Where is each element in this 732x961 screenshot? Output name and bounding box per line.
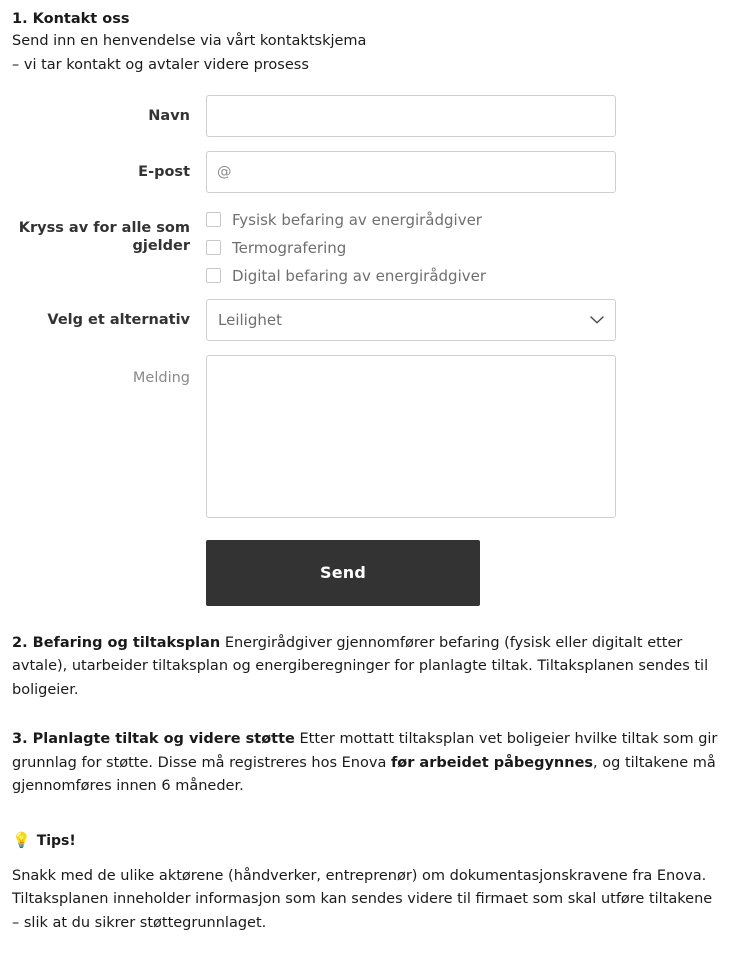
step1-subtext-line2: – vi tar kontakt og avtaler videre prosess: [12, 56, 309, 73]
form-row-email: [12, 151, 720, 193]
checkbox-icon[interactable]: [206, 212, 221, 227]
step2-section: [12, 632, 720, 702]
message-field-wrap: [206, 355, 616, 522]
step3-heading: 3. Planlagte tiltak og videre støtte: [12, 731, 295, 748]
checkbox-item-termografering[interactable]: [206, 239, 616, 257]
form-row-message: [12, 355, 720, 522]
step2-heading: 2. Befaring og tiltaksplan: [12, 634, 221, 651]
select-label: Velg et alternativ: [47, 311, 190, 328]
name-label: Navn: [148, 107, 190, 124]
checkbox-group-label-line1: Kryss av for alle som: [18, 219, 190, 236]
tips-heading: Tips!: [36, 832, 76, 849]
message-label: Melding: [132, 369, 190, 386]
step1-section: [12, 8, 720, 77]
step3-body-part1: Etter mottatt tiltaksplan vet boligeier hvilke tiltak som gir grunnlag for støtte. Disse må registreres hos Enova: [12, 731, 718, 771]
submit-spacer: [12, 540, 206, 606]
checkbox-label: Termografering: [232, 238, 347, 257]
checkbox-icon[interactable]: [206, 240, 221, 255]
step1-subtext-line1: Send inn en henvendelse via vårt kontaktskjema: [12, 33, 367, 50]
email-input[interactable]: [206, 151, 616, 193]
tips-heading-row: [12, 833, 720, 849]
tips-body: Snakk med de ulike aktørene (håndverker, entreprenør) om dokumentasjonskravene fra Enova. Tiltaksplanen inneholder informasjon som kan sendes videre til firmaet som skal utføre tiltakene – slik at du sikrer støttegrunnlaget.: [12, 867, 713, 931]
checkbox-group-label: [12, 207, 206, 255]
step3-body-part2: , og tiltakene må gjennomføres innen 6 måneder.: [12, 754, 716, 795]
step3-body-emphasis: før arbeidet påbegynnes: [390, 754, 594, 771]
email-label: E-post: [138, 163, 190, 180]
checkbox-item-fysisk-befaring[interactable]: [206, 211, 616, 229]
checkbox-group: [206, 207, 616, 285]
form-row-select: [12, 299, 720, 341]
checkbox-label: Digital befaring av energirådgiver: [232, 266, 487, 285]
form-row-checkboxes: [12, 207, 720, 285]
checkbox-field-wrap: [206, 207, 616, 285]
email-field-wrap: [206, 151, 616, 193]
step1-heading: 1. Kontakt oss: [12, 11, 130, 27]
checkbox-item-digital-befaring[interactable]: [206, 267, 616, 285]
lightbulb-icon: 💡: [12, 831, 31, 850]
send-button[interactable]: Send: [206, 540, 480, 606]
name-field-wrap: [206, 95, 616, 137]
select-field-wrap: [206, 299, 616, 341]
select-dropdown[interactable]: [206, 299, 616, 341]
checkbox-label: Fysisk befaring av energirådgiver: [232, 210, 482, 229]
form-row-name: [12, 95, 720, 137]
checkbox-group-label-line2: gjelder: [132, 237, 190, 254]
step2-body: Energirådgiver gjennomfører befaring (fysisk eller digitalt etter avtale), utarbeider tiltaksplan og energiberegninger for planlagte tiltak. Tiltaksplanen sendes til boligeier.: [12, 634, 709, 698]
select-selected-value: Leilighet: [218, 310, 282, 329]
step3-section: [12, 728, 720, 798]
form-row-submit: [12, 540, 720, 606]
contact-form: [12, 95, 720, 606]
checkbox-icon[interactable]: [206, 268, 221, 283]
name-input[interactable]: [206, 95, 616, 137]
select-wrap[interactable]: [206, 299, 616, 341]
message-textarea[interactable]: [206, 355, 616, 518]
